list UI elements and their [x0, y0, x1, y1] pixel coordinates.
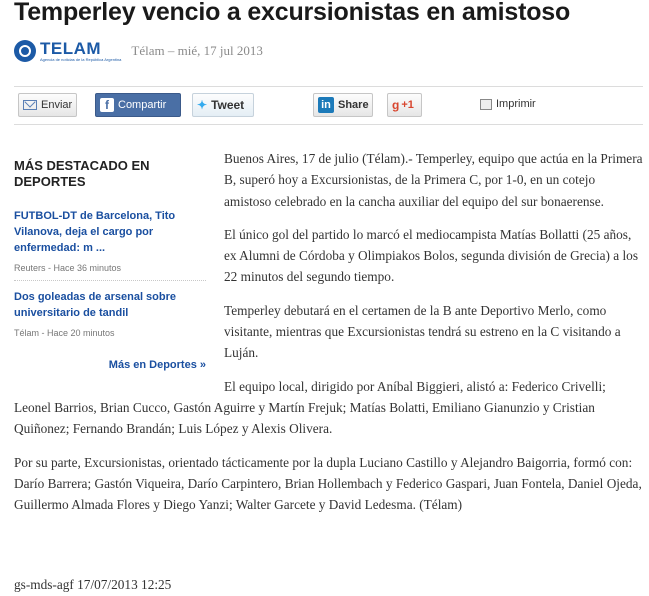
brand-subtitle: Agencia de noticias de la República Argentina — [40, 57, 122, 62]
article-body — [14, 148, 643, 527]
google-plus-button[interactable] — [387, 93, 422, 117]
linkedin-share-button[interactable] — [313, 93, 373, 117]
email-share-label: Enviar — [41, 99, 73, 111]
facebook-share-button[interactable] — [95, 93, 181, 117]
article-footer-code: gs-mds-agf 17/07/2013 12:25 — [14, 577, 172, 592]
google-plus-icon: g — [392, 98, 400, 112]
sidebar-news-meta: Reuters - Hace 36 minutos — [14, 263, 122, 273]
article-paragraph: Por su parte, Excursionistas, orientado tácticamente por la dupla Luciano Castillo y Alejandro Baigorria, formó con: Darío Barrera; Gastón Viqueira, Darío Carpintero, Brian Hollembach y Federico Gaspari, Juan Fontela, Daniel Ojeda, Guillermo Almada Flores y Diego Yanzi; Walter Garcete y David Ledesma. (Télam) — [14, 454, 642, 513]
more-deportes-link[interactable]: Más en Deportes » — [108, 359, 206, 371]
printer-icon — [480, 99, 492, 110]
email-share-button[interactable] — [18, 93, 77, 117]
print-button[interactable] — [476, 93, 536, 115]
sidebar-news-meta: Télam - Hace 20 minutos — [14, 328, 115, 338]
telam-logo[interactable] — [14, 40, 121, 62]
article-title: Temperley vencio a excursionistas en amistoso — [14, 0, 571, 26]
twitter-bird-icon: ✦ — [197, 98, 208, 112]
sidebar-news-link[interactable]: FUTBOL-DT de Barcelona, Tito Vilanova, deja el cargo por enfermedad: m ... — [14, 210, 176, 254]
print-label: Imprimir — [496, 98, 536, 110]
tweet-label: Tweet — [211, 98, 245, 112]
article-paragraph: Buenos Aires, 17 de julio (Télam).- Temperley, equipo que actúa en la Primera B, superó hoy a Excursionistas, de la Primera C, por 1-0, en un cotejo amistoso celebrado en la cancha auxiliar del equipo del sur bonaerense. — [224, 151, 643, 209]
tweet-button[interactable] — [192, 93, 254, 117]
sidebar-heading: MÁS DESTACADO EN DEPORTES — [14, 158, 150, 189]
article-paragraph: Temperley debutará en el certamen de la B ante Deportivo Merlo, como visitante, mientras que Excursionistas tendrá su estreno en la C visitando a Luján. — [224, 302, 621, 361]
google-plus-label: +1 — [401, 99, 414, 111]
divider-bottom — [14, 124, 643, 125]
linkedin-share-label: Share — [338, 99, 369, 111]
source-date: Télam – mié, 17 jul 2013 — [131, 43, 263, 58]
envelope-icon — [23, 100, 37, 110]
facebook-share-label: Compartir — [118, 99, 167, 111]
facebook-icon: f — [100, 98, 114, 112]
telam-logo-icon — [14, 40, 36, 62]
sidebar-news-link[interactable]: Dos goleadas de arsenal sobre universitario de tandil — [14, 291, 177, 319]
byline — [14, 36, 263, 66]
linkedin-icon: in — [318, 97, 334, 113]
brand-name: TELAM — [40, 39, 102, 58]
article-paragraph: El equipo local, dirigido por Aníbal Biggieri, alistó a: Federico Crivelli; Leonel Barrios, Brian Cucco, Gastón Aguirre y Martín Frejuk; Matías Bolatti, Emiliano Gianunzio y Cristian Quiñonez; Fernando Brandán; Luis López y Alexis Olivera. — [14, 378, 606, 437]
article-paragraph: El único gol del partido lo marcó el mediocampista Matías Bollatti (25 años, ex Alumni de Córdoba y Olimpiakos Bolos, segunda división de Grecia) a los 22 minutos del segundo tiempo. — [224, 226, 638, 285]
divider-top — [14, 86, 643, 87]
